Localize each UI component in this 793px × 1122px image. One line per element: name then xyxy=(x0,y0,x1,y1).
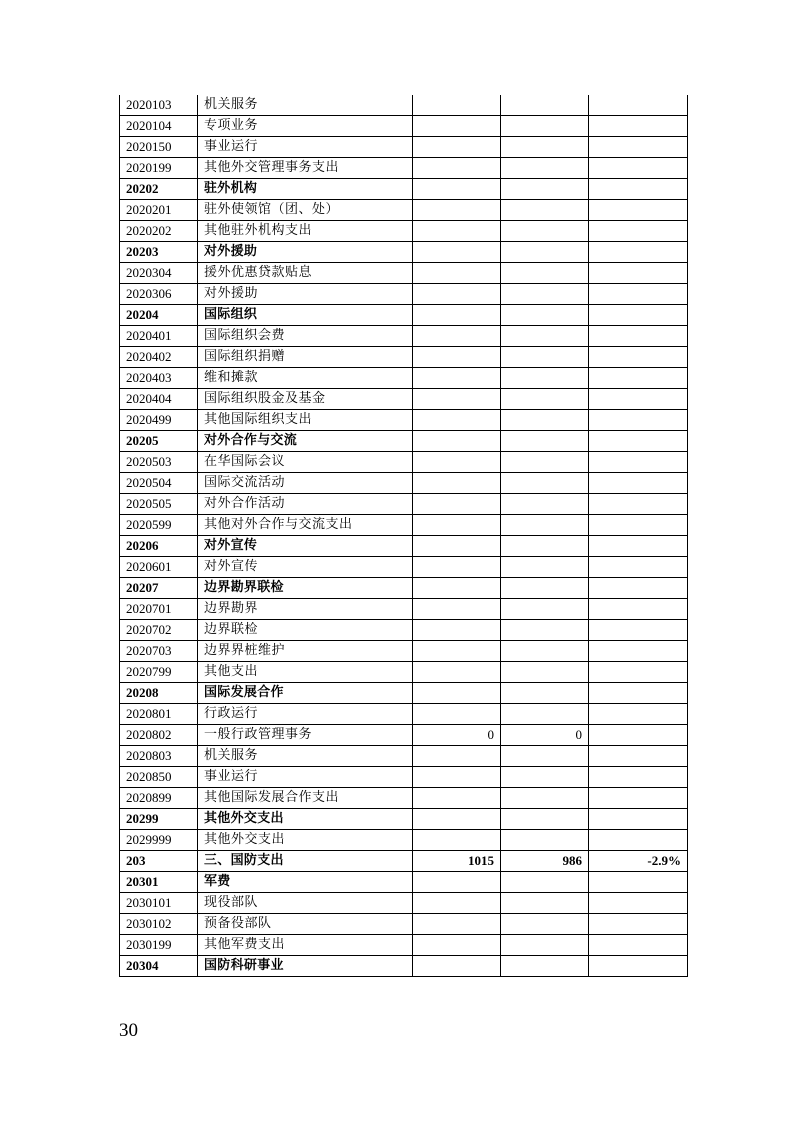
row-name: 驻外机构 xyxy=(198,179,413,200)
row-value-3 xyxy=(589,95,688,116)
budget-table-body xyxy=(120,95,688,977)
row-name: 对外宣传 xyxy=(198,536,413,557)
row-code: 2030102 xyxy=(120,914,198,935)
row-value-1 xyxy=(413,767,501,788)
table-row xyxy=(120,200,688,221)
row-value-1 xyxy=(413,242,501,263)
row-value-2 xyxy=(501,788,589,809)
row-code: 2020150 xyxy=(120,137,198,158)
row-value-1 xyxy=(413,410,501,431)
table-row xyxy=(120,893,688,914)
row-value-3 xyxy=(589,242,688,263)
row-value-1 xyxy=(413,578,501,599)
row-value-3 xyxy=(589,578,688,599)
row-value-3 xyxy=(589,746,688,767)
row-name: 对外援助 xyxy=(198,284,413,305)
row-code: 20203 xyxy=(120,242,198,263)
row-code: 2020799 xyxy=(120,662,198,683)
row-value-3 xyxy=(589,809,688,830)
row-value-2 xyxy=(501,347,589,368)
row-code: 20202 xyxy=(120,179,198,200)
table-row xyxy=(120,158,688,179)
row-code: 2020401 xyxy=(120,326,198,347)
table-row xyxy=(120,494,688,515)
row-name: 其他驻外机构支出 xyxy=(198,221,413,242)
row-code: 20208 xyxy=(120,683,198,704)
row-value-2 xyxy=(501,95,589,116)
row-value-1 xyxy=(413,158,501,179)
row-code: 203 xyxy=(120,851,198,872)
row-code: 2020304 xyxy=(120,263,198,284)
row-value-1 xyxy=(413,746,501,767)
row-value-1 xyxy=(413,662,501,683)
row-value-3 xyxy=(589,662,688,683)
row-code: 2020703 xyxy=(120,641,198,662)
row-name: 行政运行 xyxy=(198,704,413,725)
row-name: 国际组织 xyxy=(198,305,413,326)
table-row xyxy=(120,242,688,263)
row-code: 2020499 xyxy=(120,410,198,431)
row-code: 2020201 xyxy=(120,200,198,221)
row-value-3 xyxy=(589,914,688,935)
row-code: 2020402 xyxy=(120,347,198,368)
row-value-1 xyxy=(413,914,501,935)
table-row xyxy=(120,788,688,809)
row-code: 2020802 xyxy=(120,725,198,746)
row-name: 对外宣传 xyxy=(198,557,413,578)
row-value-3 xyxy=(589,179,688,200)
row-name: 国际组织捐赠 xyxy=(198,347,413,368)
row-value-1 xyxy=(413,452,501,473)
row-value-1 xyxy=(413,179,501,200)
table-row xyxy=(120,452,688,473)
row-value-2 xyxy=(501,452,589,473)
table-row xyxy=(120,809,688,830)
row-value-2 xyxy=(501,956,589,977)
row-value-2 xyxy=(501,557,589,578)
row-code: 20205 xyxy=(120,431,198,452)
table-row xyxy=(120,473,688,494)
row-value-1 xyxy=(413,431,501,452)
row-name: 其他外交管理事务支出 xyxy=(198,158,413,179)
row-code: 2020599 xyxy=(120,515,198,536)
row-name: 援外优惠贷款贴息 xyxy=(198,263,413,284)
row-value-1 xyxy=(413,956,501,977)
row-code: 2020801 xyxy=(120,704,198,725)
row-value-1 xyxy=(413,599,501,620)
row-value-3 xyxy=(589,494,688,515)
row-code: 2020504 xyxy=(120,473,198,494)
row-name: 边界界桩维护 xyxy=(198,641,413,662)
table-row xyxy=(120,935,688,956)
row-code: 2020701 xyxy=(120,599,198,620)
row-value-2 xyxy=(501,410,589,431)
row-code: 2020601 xyxy=(120,557,198,578)
table-row xyxy=(120,221,688,242)
row-value-1 xyxy=(413,683,501,704)
row-value-2 xyxy=(501,263,589,284)
row-value-1 xyxy=(413,200,501,221)
table-row xyxy=(120,305,688,326)
table-row xyxy=(120,704,688,725)
row-name: 国际组织会费 xyxy=(198,326,413,347)
row-value-1 xyxy=(413,284,501,305)
row-value-1 xyxy=(413,368,501,389)
row-code: 2020404 xyxy=(120,389,198,410)
row-name: 其他国际发展合作支出 xyxy=(198,788,413,809)
row-name: 国际交流活动 xyxy=(198,473,413,494)
row-value-1 xyxy=(413,347,501,368)
row-value-3 xyxy=(589,221,688,242)
row-code: 20204 xyxy=(120,305,198,326)
row-value-1 xyxy=(413,830,501,851)
row-value-3 xyxy=(589,956,688,977)
row-name: 在华国际会议 xyxy=(198,452,413,473)
table-row xyxy=(120,725,688,746)
table-row xyxy=(120,95,688,116)
row-name: 其他国际组织支出 xyxy=(198,410,413,431)
row-name: 事业运行 xyxy=(198,767,413,788)
row-value-2 xyxy=(501,494,589,515)
table-row xyxy=(120,830,688,851)
row-value-2 xyxy=(501,158,589,179)
row-value-3 xyxy=(589,368,688,389)
row-value-2: 0 xyxy=(501,725,589,746)
row-value-2 xyxy=(501,683,589,704)
row-value-2 xyxy=(501,935,589,956)
row-value-1 xyxy=(413,221,501,242)
row-value-1 xyxy=(413,641,501,662)
row-value-2 xyxy=(501,662,589,683)
table-row xyxy=(120,389,688,410)
row-name: 边界联检 xyxy=(198,620,413,641)
row-value-3 xyxy=(589,515,688,536)
row-value-2 xyxy=(501,914,589,935)
row-value-2 xyxy=(501,200,589,221)
row-name: 事业运行 xyxy=(198,137,413,158)
row-name: 其他外交支出 xyxy=(198,830,413,851)
row-value-2 xyxy=(501,326,589,347)
row-value-1 xyxy=(413,788,501,809)
row-value-2: 986 xyxy=(501,851,589,872)
row-code: 20299 xyxy=(120,809,198,830)
row-value-1 xyxy=(413,704,501,725)
row-name: 其他外交支出 xyxy=(198,809,413,830)
row-value-2 xyxy=(501,641,589,662)
row-code: 2030101 xyxy=(120,893,198,914)
row-code: 2020803 xyxy=(120,746,198,767)
row-value-2 xyxy=(501,221,589,242)
table-row xyxy=(120,746,688,767)
table-row xyxy=(120,368,688,389)
table-row xyxy=(120,116,688,137)
row-value-3 xyxy=(589,431,688,452)
row-value-1 xyxy=(413,389,501,410)
row-name: 三、国防支出 xyxy=(198,851,413,872)
row-name: 专项业务 xyxy=(198,116,413,137)
table-row xyxy=(120,137,688,158)
row-value-3 xyxy=(589,830,688,851)
row-value-3 xyxy=(589,326,688,347)
row-value-3 xyxy=(589,872,688,893)
row-value-1 xyxy=(413,116,501,137)
row-value-3 xyxy=(589,704,688,725)
row-value-2 xyxy=(501,515,589,536)
table-row xyxy=(120,662,688,683)
row-value-1 xyxy=(413,305,501,326)
row-code: 20206 xyxy=(120,536,198,557)
row-value-3 xyxy=(589,599,688,620)
row-code: 2020306 xyxy=(120,284,198,305)
row-value-3 xyxy=(589,284,688,305)
row-name: 国际组织股金及基金 xyxy=(198,389,413,410)
row-name: 维和摊款 xyxy=(198,368,413,389)
row-name: 机关服务 xyxy=(198,95,413,116)
row-value-3 xyxy=(589,410,688,431)
row-code: 20301 xyxy=(120,872,198,893)
table-row xyxy=(120,347,688,368)
table-row xyxy=(120,956,688,977)
row-name: 现役部队 xyxy=(198,893,413,914)
row-value-3 xyxy=(589,725,688,746)
row-value-1 xyxy=(413,872,501,893)
row-value-1 xyxy=(413,494,501,515)
row-code: 20207 xyxy=(120,578,198,599)
row-code: 20304 xyxy=(120,956,198,977)
table-row xyxy=(120,914,688,935)
row-value-2 xyxy=(501,284,589,305)
row-code: 2020505 xyxy=(120,494,198,515)
row-value-3 xyxy=(589,137,688,158)
table-row xyxy=(120,536,688,557)
table-row xyxy=(120,641,688,662)
row-value-1 xyxy=(413,326,501,347)
row-code: 2020104 xyxy=(120,116,198,137)
row-name: 边界勘界 xyxy=(198,599,413,620)
row-code: 2020202 xyxy=(120,221,198,242)
row-value-3 xyxy=(589,767,688,788)
row-name: 国际发展合作 xyxy=(198,683,413,704)
row-value-1 xyxy=(413,536,501,557)
row-code: 2020899 xyxy=(120,788,198,809)
table-row xyxy=(120,683,688,704)
row-code: 2020503 xyxy=(120,452,198,473)
row-value-3 xyxy=(589,158,688,179)
table-row xyxy=(120,263,688,284)
row-value-1 xyxy=(413,473,501,494)
row-name: 其他支出 xyxy=(198,662,413,683)
row-code: 2020403 xyxy=(120,368,198,389)
row-name: 对外援助 xyxy=(198,242,413,263)
row-value-2 xyxy=(501,830,589,851)
row-name: 其他军费支出 xyxy=(198,935,413,956)
table-row xyxy=(120,599,688,620)
table-row xyxy=(120,767,688,788)
row-value-2 xyxy=(501,893,589,914)
table-row xyxy=(120,284,688,305)
row-value-1 xyxy=(413,935,501,956)
row-value-3 xyxy=(589,893,688,914)
row-code: 2029999 xyxy=(120,830,198,851)
row-name: 边界勘界联检 xyxy=(198,578,413,599)
row-value-1 xyxy=(413,137,501,158)
table-row xyxy=(120,431,688,452)
page-number: 30 xyxy=(119,1020,138,1041)
row-value-2 xyxy=(501,704,589,725)
row-value-3 xyxy=(589,305,688,326)
row-value-1 xyxy=(413,809,501,830)
row-name: 军费 xyxy=(198,872,413,893)
row-value-3 xyxy=(589,620,688,641)
row-value-3 xyxy=(589,557,688,578)
row-name: 其他对外合作与交流支出 xyxy=(198,515,413,536)
row-name: 一般行政管理事务 xyxy=(198,725,413,746)
row-code: 2020199 xyxy=(120,158,198,179)
row-code: 2030199 xyxy=(120,935,198,956)
row-value-2 xyxy=(501,242,589,263)
row-value-3 xyxy=(589,935,688,956)
table-row xyxy=(120,872,688,893)
row-value-1 xyxy=(413,620,501,641)
row-value-3 xyxy=(589,389,688,410)
row-value-3 xyxy=(589,788,688,809)
row-value-2 xyxy=(501,116,589,137)
row-value-2 xyxy=(501,179,589,200)
row-value-2 xyxy=(501,809,589,830)
row-code: 2020850 xyxy=(120,767,198,788)
row-value-2 xyxy=(501,767,589,788)
row-name: 预备役部队 xyxy=(198,914,413,935)
row-value-3: -2.9% xyxy=(589,851,688,872)
row-value-2 xyxy=(501,578,589,599)
row-value-1 xyxy=(413,95,501,116)
row-value-3 xyxy=(589,452,688,473)
row-value-2 xyxy=(501,473,589,494)
row-value-2 xyxy=(501,305,589,326)
row-value-3 xyxy=(589,200,688,221)
row-value-3 xyxy=(589,116,688,137)
row-name: 国防科研事业 xyxy=(198,956,413,977)
row-value-3 xyxy=(589,683,688,704)
row-value-1 xyxy=(413,515,501,536)
row-value-1 xyxy=(413,557,501,578)
row-value-2 xyxy=(501,599,589,620)
row-value-2 xyxy=(501,431,589,452)
row-value-2 xyxy=(501,389,589,410)
row-value-1 xyxy=(413,263,501,284)
row-name: 机关服务 xyxy=(198,746,413,767)
row-value-3 xyxy=(589,347,688,368)
row-name: 对外合作活动 xyxy=(198,494,413,515)
row-value-2 xyxy=(501,137,589,158)
row-value-3 xyxy=(589,263,688,284)
row-code: 2020702 xyxy=(120,620,198,641)
row-value-1: 0 xyxy=(413,725,501,746)
row-value-2 xyxy=(501,872,589,893)
table-row xyxy=(120,515,688,536)
row-value-3 xyxy=(589,473,688,494)
table-row xyxy=(120,557,688,578)
table-row xyxy=(120,179,688,200)
row-value-1: 1015 xyxy=(413,851,501,872)
table-row xyxy=(120,620,688,641)
row-value-3 xyxy=(589,536,688,557)
row-name: 对外合作与交流 xyxy=(198,431,413,452)
table-row xyxy=(120,851,688,872)
table-row xyxy=(120,410,688,431)
table-row xyxy=(120,578,688,599)
row-value-2 xyxy=(501,368,589,389)
row-name: 驻外使领馆（团、处） xyxy=(198,200,413,221)
row-value-2 xyxy=(501,620,589,641)
row-value-2 xyxy=(501,536,589,557)
table-row xyxy=(120,326,688,347)
row-value-3 xyxy=(589,641,688,662)
row-value-2 xyxy=(501,746,589,767)
budget-table xyxy=(119,95,688,977)
row-code: 2020103 xyxy=(120,95,198,116)
row-value-1 xyxy=(413,893,501,914)
